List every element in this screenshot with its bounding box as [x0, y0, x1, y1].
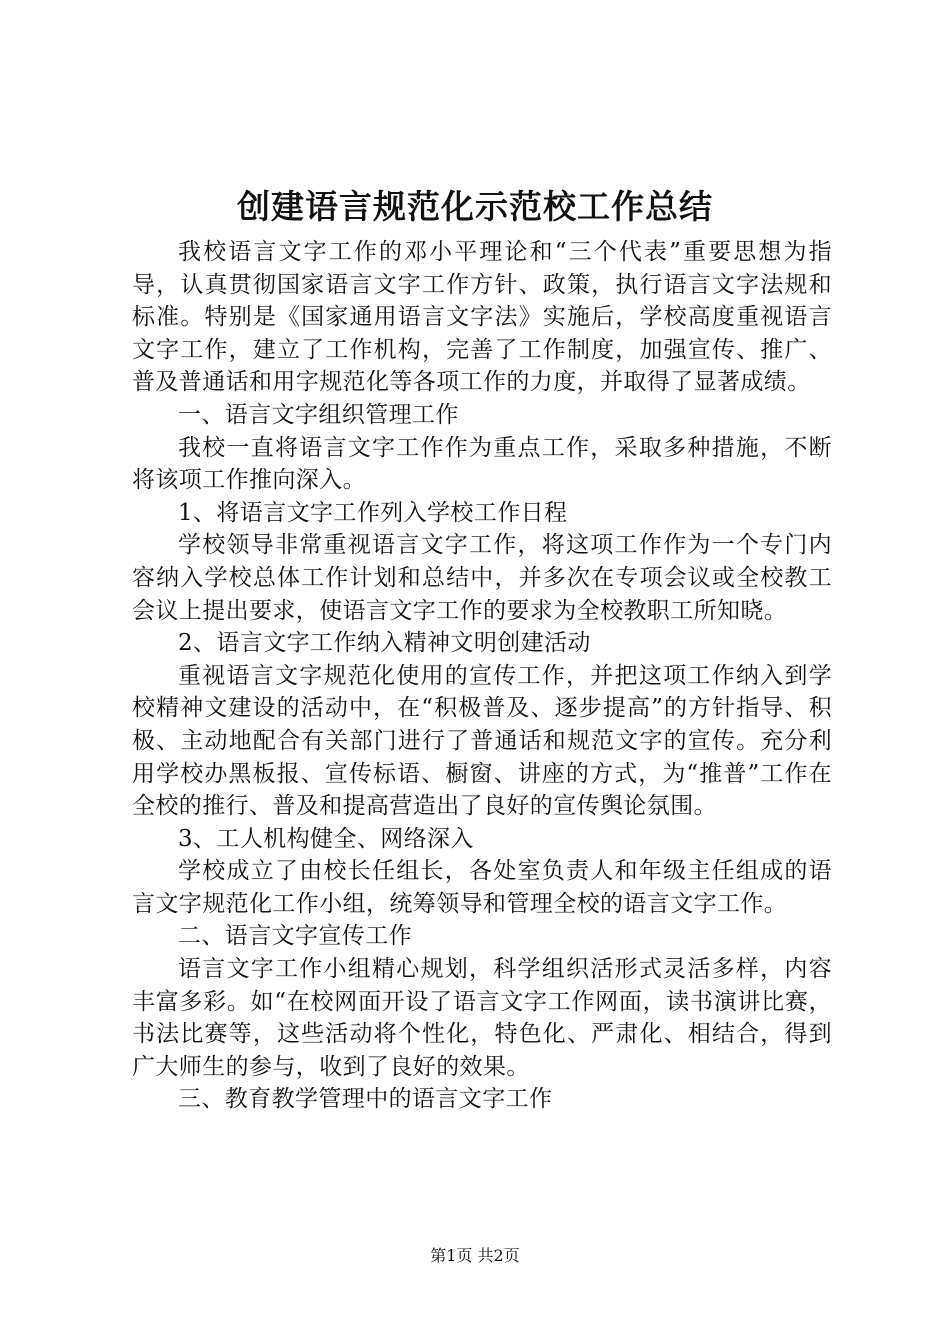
section-heading-1: 一、语言文字组织管理工作	[178, 401, 459, 428]
document-title: 创建语言规范化示范校工作总结	[237, 187, 713, 226]
subheading-1-1: 1、将语言文字工作列入学校工作日程	[178, 499, 568, 526]
section-heading-3: 三、教育教学管理中的语言文字工作	[178, 1086, 553, 1113]
paragraph-section-2: 语言文字工作小组精心规划，科学组织活形式灵活多样，内容丰富多彩。如“在校网面开设了语言文字工作网面，读书演讲比赛，书法比赛等，这些活动将个性化，特色化、严肃化、相结合，得到广大师生的参与，收到了良好的效果。	[132, 956, 832, 1080]
paragraph-intro: 我校语言文字工作的邓小平理论和“三个代表”重要思想为指导，认真贯彻国家语言文字工作方针、政策，执行语言文字法规和标准。特别是《国家通用语言文字法》实施后，学校高度重视语言文字工作，建立了工作机构，完善了工作制度，加强宣传、推广、普及普通话和用字规范化等各项工作的力度，并取得了显著成绩。	[132, 239, 832, 396]
paragraph-section-1: 我校一直将语言文字工作作为重点工作，采取多种措施，不断将该项工作推向深入。	[132, 434, 832, 494]
subheading-1-2: 2、语言文字工作纳入精神文明创建活动	[178, 630, 591, 657]
paragraph-1-1: 学校领导非常重视语言文字工作，将这项工作作为一个专门内容纳入学校总体工作计划和总结中，并多次在专项会议或全校教工会议上提出要求，使语言文字工作的要求为全校教职工所知晓。	[132, 532, 832, 624]
subheading-1-3: 3、工人机构健全、网络深入	[178, 825, 474, 852]
page-footer: 第1页 共2页	[430, 1246, 520, 1265]
section-heading-2: 二、语言文字宣传工作	[178, 923, 412, 950]
document-body	[132, 236, 832, 1116]
paragraph-1-2: 重视语言文字规范化使用的宣传工作，并把这项工作纳入到学校精神文建设的活动中，在“积极普及、逐步提高”的方针指导、积极、主动地配合有关部门进行了普通话和规范文字的宣传。充分利用学校办黑板报、宣传标语、橱窗、讲座的方式，为“推普”工作在全校的推行、普及和提高营造出了良好的宣传舆论氛围。	[132, 662, 832, 820]
paragraph-1-3: 学校成立了由校长任组长，各处室负责人和年级主任组成的语言文字规范化工作小组，统筹领导和管理全校的语言文字工作。	[132, 858, 832, 917]
